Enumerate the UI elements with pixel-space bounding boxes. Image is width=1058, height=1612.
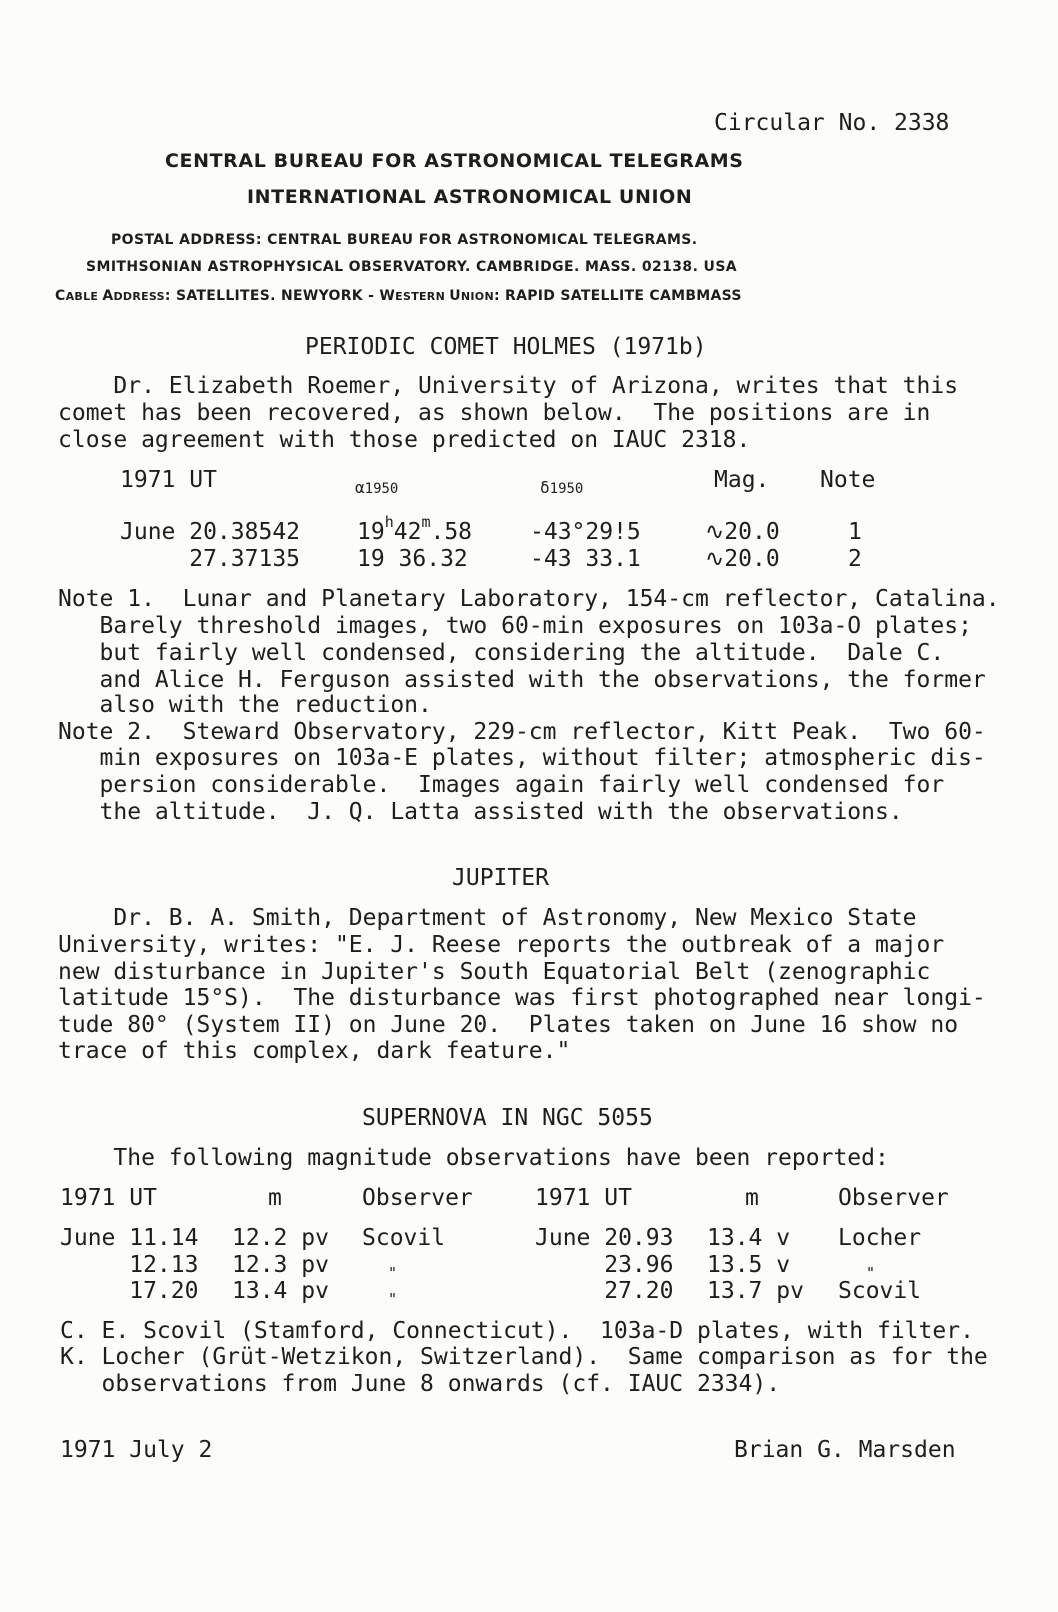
jupiter-text-line: Dr. B. A. Smith, Department of Astronomy, New Mexico State [58, 905, 917, 931]
delta-symbol: δ [540, 478, 550, 497]
observer-note-line: C. E. Scovil (Stamford, Connecticut). 103a-D plates, with filter. [60, 1318, 974, 1344]
observer-note-line: K. Locher (Grüt-Wetzikon, Switzerland). Same comparison as for the [60, 1344, 988, 1370]
bureau-name: CENTRAL BUREAU FOR ASTRONOMICAL TELEGRAMS [165, 150, 744, 172]
cable-text: W [379, 288, 396, 304]
cable-text: C [55, 288, 66, 304]
sn-header-m: m [268, 1185, 282, 1211]
issue-date: 1971 July 2 [60, 1437, 213, 1463]
sn-row-mag: 13.5 v [707, 1252, 791, 1278]
delta-epoch: 1950 [549, 481, 584, 497]
cable-text: U [449, 288, 461, 304]
ra-minutes: 42 [393, 519, 422, 545]
sn-row-observer: Locher [838, 1225, 922, 1251]
sn-header-ut: 1971 UT [535, 1185, 632, 1211]
cable-text: DDRESS [113, 290, 165, 303]
jupiter-text-line: University, writes: "E. J. Reese reports the outbreak of a major [58, 932, 945, 958]
table-row-dec: -43 33.1 [530, 546, 641, 572]
note-line: min exposures on 103a-E plates, without filter; atmospheric dis- [58, 745, 986, 771]
sn-row-date: 23.96 [535, 1252, 674, 1278]
sn-row-mag: 13.7 pv [707, 1278, 804, 1304]
sn-header-m: m [745, 1185, 759, 1211]
circular-number: Circular No. 2338 [714, 110, 950, 136]
table-row-mag: ∿20.0 [705, 546, 780, 572]
note-line: Note 1. Lunar and Planetary Laboratory, 154-cm reflector, Catalina. [58, 586, 1000, 612]
cable-address [55, 288, 742, 304]
jupiter-text-line: trace of this complex, dark feature." [58, 1038, 571, 1064]
jupiter-text-line: latitude 15°S). The disturbance was first photographed near longi- [58, 985, 986, 1011]
sn-row-date: June 11.14 [60, 1225, 199, 1251]
jupiter-text-line: new disturbance in Jupiter's South Equatorial Belt (zenographic [58, 959, 931, 985]
table-row-mag: ∿20.0 [705, 519, 780, 545]
sn-header-observer: Observer [362, 1185, 473, 1211]
sn-row-observer: " [388, 1290, 398, 1308]
jupiter-text-line: tude 80° (System II) on June 20. Plates taken on June 16 show no [58, 1012, 959, 1038]
table-row-ra [357, 513, 473, 546]
cable-text: : RAPID SATELLITE CAMBMASS [493, 288, 742, 304]
note-line: but fairly well condensed, considering the altitude. Dale C. [58, 640, 945, 666]
sn-row-date: 12.13 [60, 1252, 199, 1278]
alpha-symbol: α [355, 478, 365, 497]
ra-hours: 19 [357, 519, 385, 545]
table-row-ra: 19 36.32 [357, 546, 468, 572]
comet-intro-line: Dr. Elizabeth Roemer, University of Arizona, writes that this [58, 373, 959, 399]
table-row-date: June 20.38542 [120, 519, 301, 545]
table-header-mag: Mag. [714, 467, 770, 493]
jupiter-title: JUPITER [452, 865, 549, 891]
supernova-title: SUPERNOVA IN NGC 5055 [362, 1105, 653, 1131]
sn-row-mag: 12.3 pv [232, 1252, 329, 1278]
sn-row-observer: " [866, 1264, 876, 1282]
table-header-dec [540, 474, 583, 503]
sn-row-mag: 13.4 v [707, 1225, 791, 1251]
cable-text: ABLE [65, 290, 103, 303]
ra-seconds: .58 [430, 519, 473, 545]
sn-header-observer: Observer [838, 1185, 949, 1211]
note-line: Barely threshold images, two 60-min exposures on 103a-O plates; [58, 613, 972, 639]
cable-text: A [102, 288, 114, 304]
table-row-date: 27.37135 [120, 546, 301, 572]
note-line: also with the reduction. [58, 692, 432, 718]
sn-row-observer: Scovil [362, 1225, 446, 1251]
comet-intro-line: close agreement with those predicted on IAUC 2318. [58, 427, 751, 453]
cable-text: : SATELLITES. NEWYORK - [164, 288, 380, 304]
union-name: INTERNATIONAL ASTRONOMICAL UNION [247, 186, 693, 208]
sn-row-date: June 20.93 [535, 1225, 674, 1251]
table-header-ra [355, 474, 398, 503]
cable-text: ESTERN [395, 290, 450, 303]
note-line: Note 2. Steward Observatory, 229-cm reflector, Kitt Peak. Two 60- [58, 719, 986, 745]
cable-text: NION [460, 290, 494, 303]
supernova-intro: The following magnitude observations have been reported: [58, 1145, 889, 1171]
postal-address-line1: POSTAL ADDRESS: CENTRAL BUREAU FOR ASTRONOMICAL TELEGRAMS. [111, 232, 698, 248]
note-line: persion considerable. Images again fairly well condensed for [58, 772, 945, 798]
sn-row-date: 27.20 [535, 1278, 674, 1304]
note-line: and Alice H. Ferguson assisted with the observations, the former [58, 667, 986, 693]
observer-note-line: observations from June 8 onwards (cf. IAUC 2334). [60, 1371, 781, 1397]
signature: Brian G. Marsden [734, 1437, 956, 1463]
table-row-note: 2 [848, 546, 862, 572]
comet-title: PERIODIC COMET HOLMES (1971b) [305, 334, 707, 360]
table-row-dec: -43°29!5 [530, 519, 641, 545]
sn-header-ut: 1971 UT [60, 1185, 157, 1211]
table-header-note: Note [820, 467, 876, 493]
postal-address-line2: SMITHSONIAN ASTROPHYSICAL OBSERVATORY. CAMBRIDGE. MASS. 02138. USA [86, 259, 738, 275]
alpha-epoch: 1950 [364, 481, 399, 497]
comet-intro-line: comet has been recovered, as shown below. The positions are in [58, 400, 931, 426]
sn-row-mag: 12.2 pv [232, 1225, 329, 1251]
sn-row-date: 17.20 [60, 1278, 199, 1304]
sn-row-observer: Scovil [838, 1278, 922, 1304]
sn-row-mag: 13.4 pv [232, 1278, 329, 1304]
ra-minutes-unit: m [421, 513, 431, 532]
note-line: the altitude. J. Q. Latta assisted with the observations. [58, 799, 903, 825]
sn-row-observer: " [388, 1264, 398, 1282]
table-header-ut: 1971 UT [120, 467, 217, 493]
ra-hours-unit: h [384, 513, 394, 532]
table-row-note: 1 [848, 519, 862, 545]
